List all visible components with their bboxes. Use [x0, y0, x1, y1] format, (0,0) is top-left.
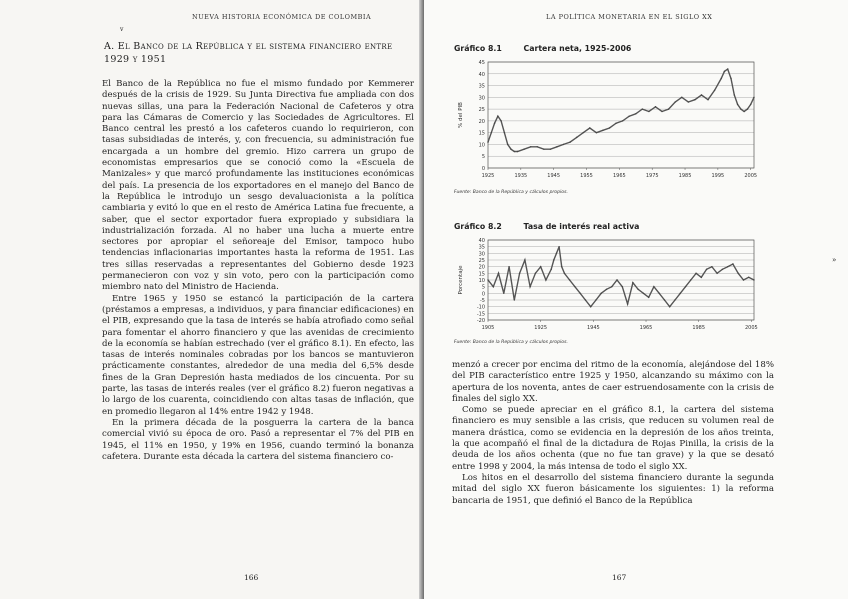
data-point [556, 146, 557, 147]
paragraph: Como se puede apreciar en el gráfico 8.1, la cartera del sistema financiero es muy sensible a las crisis, que reducen su volumen real de manera drástica, como se evidencia en la depresión de los años treinta, la que acompañó el final de la dictadura de Rojas Pinilla, la crisis de la deuda de los años ochenta (que no fue tan grave) y la que se desató entre 1998 y 2004, la más intensa de todo el siglo XX. [452, 405, 774, 472]
data-point [583, 132, 584, 133]
page-number-left: 166 [244, 573, 259, 582]
y-axis-label: % del PIB [458, 102, 464, 128]
y-tick-label: 30 [478, 251, 485, 258]
data-point [690, 279, 691, 280]
data-point [510, 148, 511, 149]
data-point [574, 286, 575, 287]
y-tick-label: 15 [478, 271, 485, 278]
x-tick-label: 1935 [514, 173, 528, 179]
data-point [543, 148, 544, 149]
data-point [688, 101, 689, 102]
data-point [530, 146, 531, 147]
x-tick-label: 1965 [639, 325, 653, 331]
series-line [488, 69, 754, 151]
x-tick-label: 1945 [586, 325, 600, 331]
data-point [553, 259, 554, 260]
data-point [595, 299, 596, 300]
x-tick-label: 1995 [711, 173, 725, 179]
y-tick-label: 10 [478, 278, 485, 284]
data-point [706, 269, 707, 270]
data-point [519, 273, 520, 274]
data-point [609, 127, 610, 128]
data-point [491, 132, 492, 133]
page-number-right: 167 [612, 573, 627, 582]
running-head-left: NUEVA HISTORIA ECONÓMICA DE COLOMBIA [192, 13, 372, 21]
data-point [611, 286, 612, 287]
data-point [648, 111, 649, 112]
data-point [563, 144, 564, 145]
data-point [514, 151, 515, 152]
y-tick-label: 5 [481, 154, 485, 161]
data-point [585, 299, 586, 300]
data-point [664, 299, 665, 300]
data-point [507, 144, 508, 145]
data-point [579, 293, 580, 294]
x-tick-label: 1925 [534, 325, 548, 331]
paragraph: En la primera década de la posguerra la cartera de la banca comercial vivió su época de oro. Pasó a representar el 7% del PIB en 1945, el 11% en 1950, y 19% en 1956, cuando terminó la bonanza cafetera. Durante esta década la cartera del sistema financiero co- [102, 417, 414, 462]
data-point [653, 286, 654, 287]
x-tick-label: 1985 [692, 325, 706, 331]
data-point [720, 78, 721, 79]
data-point [642, 108, 643, 109]
data-point [658, 293, 659, 294]
data-point [674, 299, 675, 300]
data-point [540, 266, 541, 267]
data-point [732, 263, 733, 264]
data-point [503, 293, 504, 294]
data-point [494, 123, 495, 124]
data-point [727, 266, 728, 267]
y-tick-label: 20 [478, 118, 485, 125]
data-point [500, 120, 501, 121]
data-point [629, 115, 630, 116]
data-point [622, 286, 623, 287]
y-tick-label: 0 [481, 166, 485, 172]
data-point [680, 293, 681, 294]
data-point [714, 90, 715, 91]
data-point [747, 108, 748, 109]
data-point [724, 71, 725, 72]
x-tick-label: 1905 [481, 325, 495, 331]
y-tick-label: 30 [478, 95, 485, 102]
y-tick-label: 45 [478, 60, 485, 66]
data-point [535, 273, 536, 274]
x-tick-label: 1955 [580, 173, 593, 179]
data-point [750, 104, 751, 105]
x-tick-label: 1985 [678, 173, 692, 179]
data-point [615, 123, 616, 124]
data-point [635, 113, 636, 114]
data-point [561, 266, 562, 267]
data-point [655, 106, 656, 107]
data-point [681, 97, 682, 98]
y-tick-label: 35 [478, 244, 485, 251]
x-tick-label: 1945 [547, 173, 561, 179]
data-point [685, 286, 686, 287]
y-tick-label: 20 [478, 264, 485, 271]
paragraph: Entre 1965 y 1950 se estancó la participación de la cartera (préstamos a empresas, a individuos, y para financiar edificaciones) en el PIB, expresando que la tasa de interés se había atrofiado como señal para fomentar el ahorro financiero y que las avenidas de crecimiento de la economía se habían estrechado (ver el gráfico 8.1). En efecto, las tasas de interés nominales cobradas por los bancos se mantuvieron prácticamente constantes, alrededor de una media del 6,5% desde fines de la Gran Depresión hasta mediados de los cincuenta. Por su parte, las tasas de interés reales (ver el gráfico 8.2) fueron negativas a lo largo de los cuarenta, coincidiendo con altas tasas de inflación, que en promedio llegaron al 14% entre 1942 y 1948. [102, 293, 414, 417]
data-point [545, 279, 546, 280]
x-tick-label: 1975 [645, 173, 659, 179]
y-tick-label: 5 [481, 284, 485, 291]
data-point [701, 94, 702, 95]
data-point [517, 151, 518, 152]
figure-2-source: Fuente: Banco de la República y cálculos propios. [454, 340, 568, 345]
y-tick-label: 40 [478, 71, 485, 78]
data-point [569, 279, 570, 280]
paragraph: El Banco de la República no fue el mismo fundado por Kemmerer después de la crisis de 1929. Su Junta Directiva fue ampliada con dos nuevas sillas, una para la Federación Nacional de Cafeteros y otra para las Cámaras de Comercio y las Sociedades de Agricultores. El Banco central les prestó a los cafeteros cuando lo requirieron, con tasas subsidiadas de interés, y, con frecuencia, su administración fue encargada a un hombre del gremio. Hizo carrera un grupo de economistas empresarios que se conoció como la «Escuela de Manizales» y que marcó profundamente las instituciones económicas del país. La presencia de los exportadores en el manejo del Banco de la República le introdujo un sesgo devaluacionista a la política cambiaria y evitó lo que en el resto de América Latina fue frecuente, a saber, que el sector exportador fuera expropiado y subsidiara la industrialización forzada. Al no haber una lucha a muerte entre sectores por apropiar el señoreaje del Emisor, tampoco hubo tendencias inflacionarias importantes hasta la reforma de 1951. Las tres sillas reservadas a representantes del Gobierno desde 1923 permanecieron con voz y sin voto, pero con la participación como miembro nato del Ministro de Hacienda. [102, 79, 414, 293]
left-body-text [102, 79, 414, 463]
data-point [551, 269, 552, 270]
data-point [661, 111, 662, 112]
right-body-text [452, 360, 774, 507]
data-point [674, 101, 675, 102]
data-point [569, 141, 570, 142]
margin-mark: v [120, 26, 124, 33]
data-point [596, 132, 597, 133]
data-point [616, 279, 617, 280]
data-point [748, 277, 749, 278]
series-line [488, 247, 754, 307]
data-point [622, 120, 623, 121]
y-tick-label: 10 [478, 142, 485, 149]
data-point [529, 286, 530, 287]
data-point [737, 273, 738, 274]
data-point [669, 306, 670, 307]
data-point [606, 289, 607, 290]
data-point [601, 293, 602, 294]
data-point [498, 273, 499, 274]
data-point [648, 297, 649, 298]
data-point [487, 141, 488, 142]
data-point [637, 289, 638, 290]
y-tick-label: -20 [476, 318, 485, 324]
data-point [722, 269, 723, 270]
data-point [753, 97, 754, 98]
data-point [668, 108, 669, 109]
paragraph: Los hitos en el desarrollo del sistema financiero durante la segunda mitad del siglo XX fueron básicamente los siguientes: 1) la reforma bancaria de 1951, que definió el Banco de la República [452, 472, 774, 506]
data-point [643, 293, 644, 294]
data-point [576, 137, 577, 138]
data-point [508, 266, 509, 267]
data-point [504, 132, 505, 133]
data-point [524, 259, 525, 260]
data-point [695, 273, 696, 274]
margin-mark-right: » [832, 256, 837, 264]
data-point [493, 286, 494, 287]
y-axis-label: Porcentaje [458, 265, 464, 295]
data-point [707, 99, 708, 100]
data-point [589, 127, 590, 128]
x-tick-label: 2005 [744, 173, 758, 179]
data-point [497, 115, 498, 116]
data-point [632, 282, 633, 283]
y-tick-label: 35 [478, 83, 485, 90]
data-point [740, 108, 741, 109]
data-point [734, 94, 735, 95]
figure-2-title: Gráfico 8.2 Tasa de interés real activa [454, 222, 640, 231]
data-point [737, 104, 738, 105]
data-point [701, 277, 702, 278]
y-tick-label: 15 [478, 130, 485, 137]
y-tick-label: 40 [478, 238, 485, 244]
data-point [487, 279, 488, 280]
chart-cartera-neta [452, 56, 762, 184]
y-tick-label: -10 [476, 304, 485, 311]
figure-1-title: Gráfico 8.1 Cartera neta, 1925-2006 [454, 44, 632, 53]
data-point [564, 273, 565, 274]
y-tick-label: 0 [481, 291, 485, 298]
data-point [743, 279, 744, 280]
data-point [523, 148, 524, 149]
data-point [556, 253, 557, 254]
right-page [424, 0, 848, 599]
y-tick-label: 25 [478, 107, 485, 114]
data-point [602, 130, 603, 131]
chart-tasa-interes [452, 234, 762, 336]
plot-frame [488, 62, 754, 168]
y-tick-label: 25 [478, 258, 485, 264]
y-tick-label: -15 [476, 311, 485, 318]
section-title: A. El Banco de la República y el sistema financiero entre 1929 y 1951 [104, 41, 393, 65]
data-point [743, 111, 744, 112]
x-tick-label: 2005 [744, 325, 758, 331]
data-point [627, 303, 628, 304]
data-point [537, 146, 538, 147]
data-point [558, 246, 559, 247]
data-point [590, 306, 591, 307]
x-tick-label: 1925 [481, 173, 495, 179]
data-point [694, 99, 695, 100]
data-point [550, 148, 551, 149]
y-tick-label: -5 [480, 298, 485, 304]
data-point [711, 266, 712, 267]
x-tick-label: 1965 [612, 173, 626, 179]
data-point [716, 273, 717, 274]
running-head-right: LA POLÍTICA MONETARIA EN EL SIGLO XX [546, 13, 713, 21]
data-point [753, 279, 754, 280]
figure-1-source: Fuente: Banco de la República y cálculos propios. [454, 190, 568, 195]
data-point [730, 78, 731, 79]
paragraph: menzó a crecer por encima del ritmo de la economía, alejándose del 18% del PIB característico entre 1925 y 1950, alcanzando su máximo con la apertura de los noventa, antes de caer estruendosamente con la crisis de finales del siglo XX. [452, 360, 774, 404]
data-point [514, 299, 515, 300]
data-point [727, 68, 728, 69]
